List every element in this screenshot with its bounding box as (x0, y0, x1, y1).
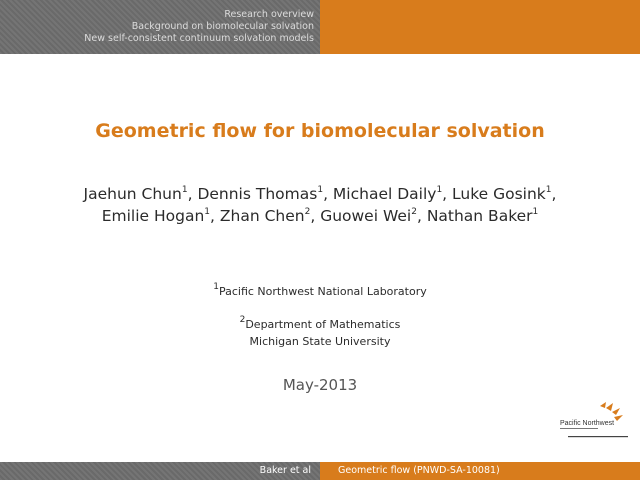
header-nav-panel (0, 0, 320, 54)
footer-title-panel (320, 462, 640, 480)
affiliation-mark: 2 (239, 315, 246, 326)
slide-title: Geometric flow for biomolecular solvation (95, 120, 545, 142)
author-name: Guowei Wei (320, 207, 412, 225)
pnnl-logo-icon (556, 400, 634, 440)
nav-item-background[interactable]: Background on biomolecular solvation (131, 21, 314, 32)
author-affiliation-mark: 1 (204, 206, 211, 217)
footer-author-panel (0, 462, 320, 480)
author-name: Zhan Chen (219, 207, 305, 225)
author-name: Luke Gosink (452, 185, 546, 203)
logo-text: Pacific Northwest (560, 420, 615, 427)
nav-item-research-overview[interactable]: Research overview (224, 9, 314, 20)
author-affiliation-mark: 1 (317, 184, 324, 195)
author-affiliation-mark: 1 (181, 184, 188, 195)
section-navigation (84, 9, 314, 45)
affiliation-mark: 1 (213, 282, 219, 293)
slide-footer (0, 462, 640, 480)
footer-title: Geometric flow (PNWD-SA-10081) (338, 465, 500, 476)
affiliation-line: Michigan State University (249, 335, 391, 348)
author-name: Emilie Hogan (101, 207, 205, 225)
author-affiliation-mark: 2 (411, 206, 417, 217)
author-affiliation-mark: 2 (304, 206, 311, 217)
nav-item-new-models[interactable]: New self-consistent continuum solvation models (84, 33, 314, 44)
header-accent-panel (320, 0, 640, 54)
affiliation-line: Department of Mathematics (245, 318, 401, 331)
pnnl-logo (556, 400, 634, 440)
author-affiliation-mark: 1 (436, 184, 443, 195)
author-affiliation-mark: 1 (532, 206, 539, 217)
author-name: Dennis Thomas (197, 185, 318, 203)
author-name: Nathan Baker (426, 207, 533, 225)
footer-author: Baker et al (259, 465, 311, 476)
author-list: Jaehun Chun$^1$, Dennis Thomas$^1$, Michael Daily$^1$, Luke Gosink$^1$, Emilie Hogan$^1$, Zhan Chen$^2$, Guowei Wei$^2$, Nathan Baker$^1$ (83, 184, 557, 225)
slide-header (0, 0, 640, 54)
affiliation-2 (0, 316, 640, 350)
author-name: Jaehun Chun (83, 185, 182, 203)
affiliation-1 (0, 283, 640, 300)
author-name: Michael Daily (332, 185, 437, 203)
presentation-date: May-2013 (282, 376, 358, 394)
author-affiliation-mark: 1 (545, 184, 552, 195)
affiliation-line: Pacific Northwest National Laboratory (218, 285, 427, 298)
